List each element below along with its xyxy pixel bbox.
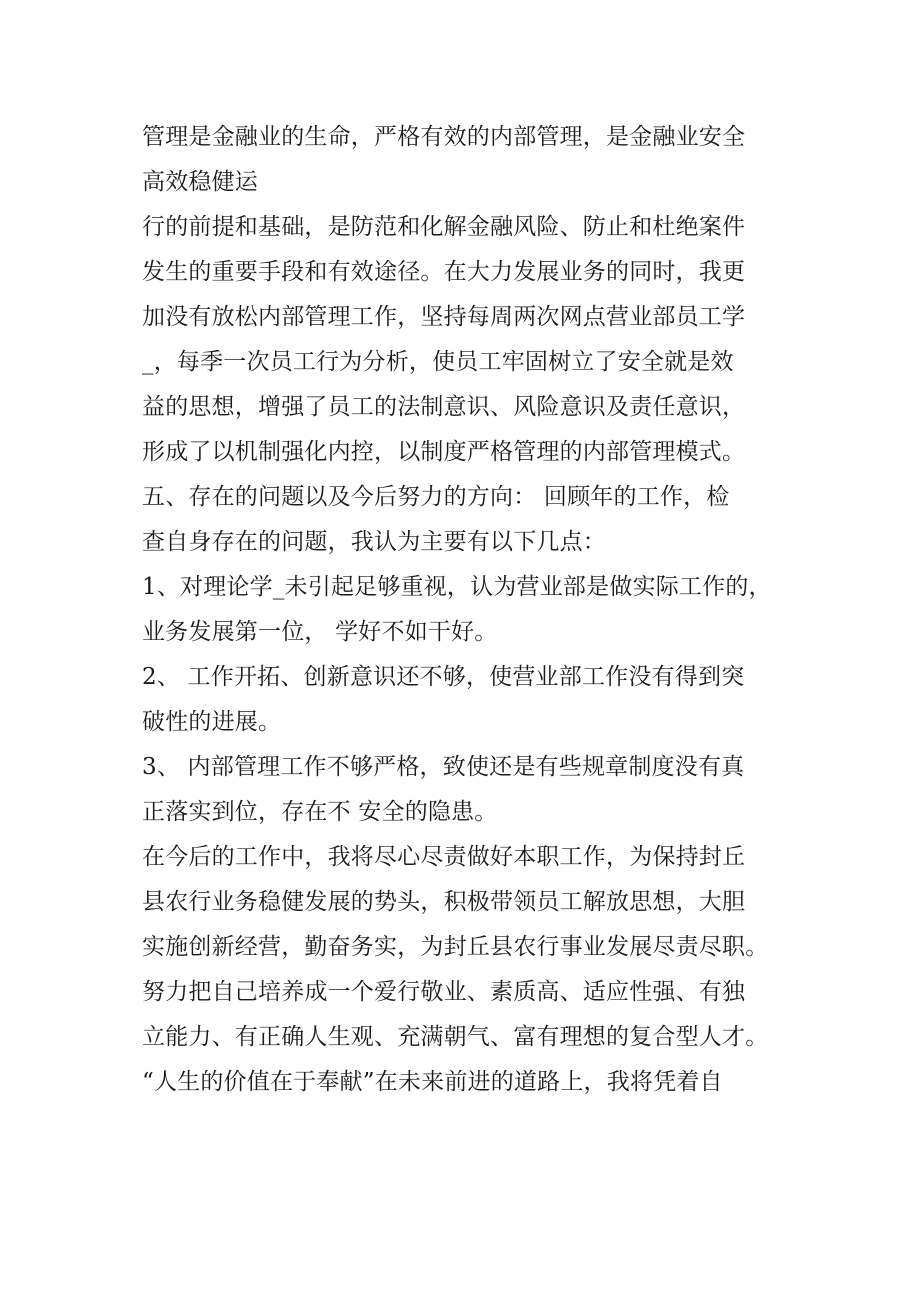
- text-line: 行的前提和基础，是防范和化解金融风险、防止和杜绝案件: [142, 214, 746, 240]
- text-line: 高效稳健运: [142, 169, 258, 195]
- text-line: 立能力、有正确人生观、充满朝气、富有理想的复合型人才。: [142, 1024, 769, 1050]
- text-line: 管理是金融业的生命，严格有效的内部管理，是金融业安全: [142, 124, 746, 150]
- document-body: [142, 115, 802, 1105]
- text-line: 业务发展第一位， 学好不如干好。: [142, 619, 498, 645]
- text-line: 3、 内部管理工作不够严格，致使还是有些规章制度没有真: [142, 754, 745, 780]
- text-line: 2、 工作开拓、创新意识还不够，使营业部工作没有得到突: [142, 664, 745, 690]
- text-line: 形成了以机制强化内控，以制度严格管理的内部管理模式。: [142, 439, 746, 465]
- text-line: 实施创新经营，勤奋务实，为封丘县农行事业发展尽责尽职。: [142, 934, 769, 960]
- text-line: 努力把自己培养成一个爱行敬业、素质高、适应性强、有独: [142, 979, 746, 1005]
- text-line: 五、存在的问题以及今后努力的方向： 回顾年的工作，检: [142, 484, 730, 510]
- text-line: 破性的进展。: [142, 709, 282, 735]
- text-line: 加没有放松内部管理工作，坚持每周两次网点营业部员工学: [142, 304, 746, 330]
- text-line: 在今后的工作中，我将尽心尽责做好本职工作，为保持封丘: [142, 844, 746, 870]
- text-line: 查自身存在的问题，我认为主要有以下几点：: [142, 529, 606, 555]
- text-line: _，每季一次员工行为分析，使员工牢固树立了安全就是效: [142, 349, 734, 375]
- text-line: 县农行业务稳健发展的势头，积极带领员工解放思想，大胆: [142, 889, 746, 915]
- text-line: 1、对理论学_未引起足够重视，认为营业部是做实际工作的，: [142, 574, 772, 600]
- text-line: 益的思想，增强了员工的法制意识、风险意识及责任意识，: [142, 394, 746, 420]
- text-line: “人生的价值在于奉献”在未来前进的道路上，我将凭着自: [142, 1069, 723, 1095]
- text-line: 发生的重要手段和有效途径。在大力发展业务的同时，我更: [142, 259, 746, 285]
- text-line: 正落实到位，存在不 安全的隐患。: [142, 799, 498, 825]
